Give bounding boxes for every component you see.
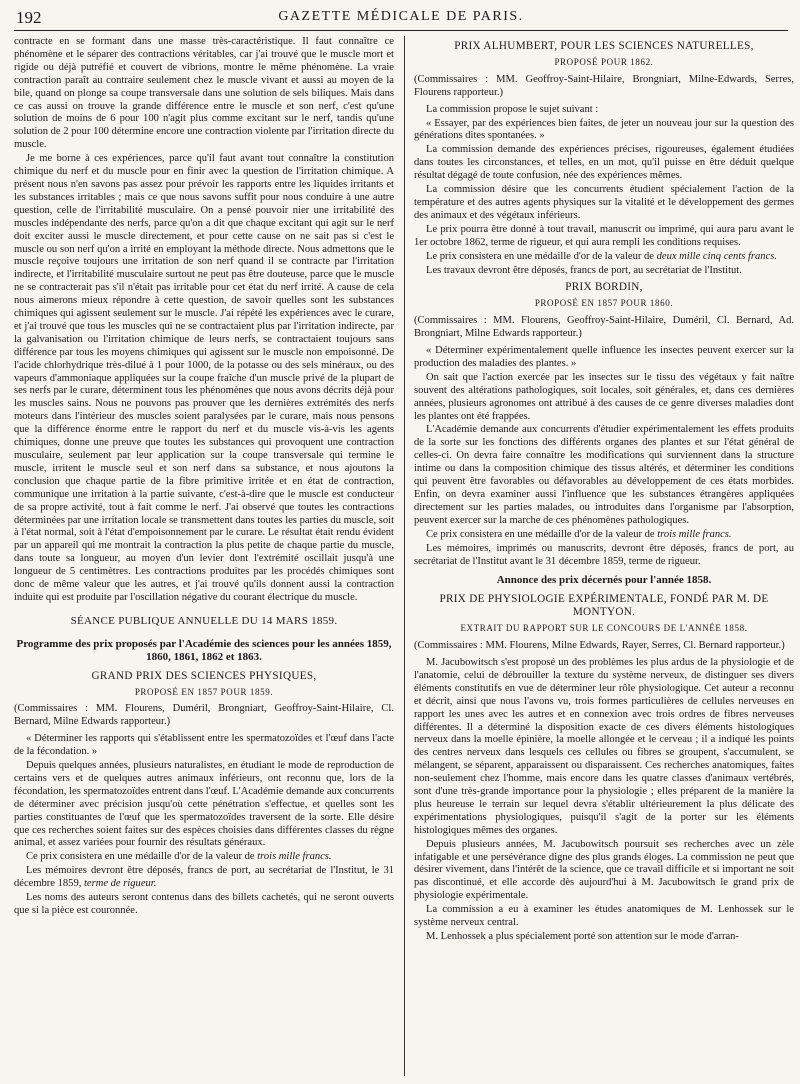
paragraph: La commission propose le sujet suivant : [426, 103, 599, 115]
paragraph: Depuis quelques années, plusieurs naturalistes, en étudiant le mode de reproduction de certains vers et de quelques autres animaux inférieurs, ont reconnu que, lors de la fécondation, les spermatozoïdes entrent dans l'œuf. L'Académie demande aux concurrents de déterminer avec précision jusqu'où cette pénétration s'effectue, et quelles sont les parties constituantes de l'œuf que les spermatozoïdes traversent de la sorte. Elle désire que ces recherches soient faites sur des espèces choisies dans différentes classes du règne animal, et assez variées pour fournir des résultats généraux. [14, 760, 394, 849]
text: Ce prix consistera en une médaille d'or de la valeur de [426, 528, 658, 540]
prize-value: trois mille francs. [257, 851, 332, 863]
paragraph: M. Lenhossek a plus spécialement porté son attention sur le mode d'arran- [426, 931, 739, 942]
prize-subheading: PROPOSÉ EN 1857 POUR 1860. [534, 298, 674, 309]
paragraph: Je me borne à ces expériences, parce qu'il faut avant tout connaître la constitution chimique du nerf et du muscle pour en finir avec la question de l'irritation chimique. A présent nous n'en savons pas assez pour prévoir les rapports entre les liquides irritants et les substances irritables ; mais ce que nous savons suffit pour nous conduire à une autre question, celle de l'irritabilité musculaire. On a pensé pouvoir nier une irritabilité des muscles indépendante des nerfs, parce qu'on a dit que chaque excitant qui agit sur le nerf doit exciter aussi le muscle directement, et pour cette cause on ne sait pas si c'est le muscle ou son nerf qu'on a irrité en employant la méthode directe. Nous admettons que le muscle reçoive toujours une irritation de son nerf quand il se contracte par l'irritation indirecte, et l'irritabilité musculaire surtout ne peut pas être douteuse, parce que le muscle ne se contracterait pas s'il n'était pas irritable pour cet état du nerf irrité. A cause de cela nous aimerons mieux répondre à cette question, de savoir quelles sont les substances chimiques qui agissent seulement sur le muscle. J'ai répété les expériences avec le curare, et j'ai trouvé que tous les muscles qui ne se contractaient plus par l'irritation indirecte, par la galvanisation ou l'irritation chimique de leurs nerfs, se contractaient toujours sans différence par tous les moyens chimiques qui agissent sur le muscle non empoisonné. De l'acide chlorhydrique très-dilué à 1 pour 1000, de la potasse ou des sels minéraux, ou des vapeurs d'ammoniaque appliquées sur la coupe fraîche d'un muscle privé de la plupart de ses nerfs par le curare, déterminent tous les phénomènes que nous avons décrits déjà pour les muscles sains. Nous ne pouvons pas prouver que les dernières extrémités des nerfs moteurs dans l'intérieur des muscles soient paralysées par le curare, mais nous pensons que la différence énorme entre le rapport du nerf et du muscle vis-à-vis les agents chimiques, donne une preuve que toutes les substances qui provoquent une contraction musculaire, seulement par leur application sur la coupe transversale qui termine le muscle, irritent le muscle seul et son nerf dans sa substance, et nous ajoutons la conclusion que chaque partie de la fibre primitive irritée et en état de contraction, communique une irritation à la partie suivante, c'est-à-dire que le muscle est conducteur de sa propre activité, tout à fait comme le nerf. J'ai observé que toutes les contractions déterminées par une irritation locale se transmettent dans toutes les parties du muscle, soit à l'état normal, soit à l'état d'empoisonnement par le curare. Le résultat était rendu évident par un appareil qui me montrait la contraction la plus petite de chaque partie du muscle, dans toute sa longueur, au moyen d'un levier dont l'extrémité oscillait jusqu'à une longueur de 5 centimètres. Les contractions produites par les procédés chimiques sont donc de même valeur que les autres, et j'ai trouvé qu'ils donnent aussi la contraction induite qui est produite par l'oscillation négative du courant électrique du muscle. [14, 153, 394, 603]
prize-heading-montyon: PRIX DE PHYSIOLOGIE EXPÉRIMENTALE, FONDÉ PAR M. DE MONTYON. [439, 593, 769, 619]
paragraph [14, 851, 394, 864]
running-title: GAZETTE MÉDICALE DE PARIS. [278, 9, 524, 24]
deadline-note: terme de rigueur. [84, 878, 157, 890]
prize-heading-bordin: PRIX BORDIN, [565, 281, 643, 294]
paragraph: Depuis plusieurs années, M. Jacubowitsch poursuit ses recherches avec un zèle infatigable et une persévérance digne des plus grands éloges. La commission ne peut que désirer vivement, dans l'intérêt de la science, que ce travail difficile et si important ne soit pas discontinué, et elle accorde dès aujourd'hui à M. Jacubowitsch le grand prix de physiologie expérimentale. [414, 838, 794, 902]
commissioners: (Commissaires : MM. Geoffroy-Saint-Hilaire, Brongniart, Milne-Edwards, Serres, Flourens rapporteur.) [414, 73, 794, 98]
prize-heading-alhumbert: PRIX ALHUMBERT, POUR LES SCIENCES NATURELLES, [454, 40, 754, 52]
annonce-heading: Annonce des prix décernés pour l'année 1858. [496, 574, 712, 587]
paragraph: Les noms des auteurs seront contenus dans des billets cachetés, qui ne seront ouverts que si la pièce est couronnée. [14, 892, 394, 916]
paragraph [414, 251, 794, 264]
text: Le prix consistera en une médaille d'or de la valeur de [426, 250, 657, 262]
text: Les mémoires devront être déposés, francs de port, au secrétariat de l'Institut, le 31 décembre 1859, [14, 865, 394, 890]
text: Ce prix consistera en une médaille d'or de la valeur de [26, 851, 258, 863]
paragraph: Le prix pourra être donné à tout travail, manuscrit ou imprimé, qui aura paru avant le 1er octobre 1862, terme de rigueur, et qui aura rempli les conditions requises. [414, 223, 794, 248]
prize-value: deux mille cinq cents francs. [656, 250, 778, 262]
prize-value: trois mille francs. [657, 528, 732, 540]
paragraph: La commission a eu à examiner les études anatomiques de M. Lenhossek sur le système nerveux central. [414, 904, 794, 929]
paragraph: La commission demande des expériences précises, rigoureuses, également étudiées dans toutes les circonstances, et telles, en un mot, qu'il puisse en être déduit quelque résultat dégagé de toute confusion, née des expériences mêmes. [414, 144, 794, 182]
prize-subheading: PROPOSÉ POUR 1862. [554, 56, 654, 67]
paragraph [14, 865, 394, 891]
paragraph: L'Académie demande aux concurrents d'étudier expérimentalement les effets produits de la sorte sur les fonctions des différents organes des plantes et sur l'état général de celles-ci. On devra faire connaître les modifications qui surviennent dans la structure intime ou dans la composition chimique des tissus altérés, et déterminer les conditions qui peuvent être favorables ou défavorables au développement de ces états morbides. Enfin, on devra examiner aussi l'influence que les substances étrangères appliquées directement sur les parties malades, ou introduites dans l'organisme par l'absorption, peuvent exercer sur la marche de ces phénomènes pathologiques. [414, 424, 794, 526]
left-column [14, 36, 394, 1076]
commissioners: (Commissaires : MM. Flourens, Duméril, Brongniart, Geoffroy-Saint-Hilaire, Cl. Bernard, Milne Edwards rapporteur.) [14, 703, 394, 728]
prize-subheading: EXTRAIT DU RAPPORT SUR LE CONCOURS DE L'ANNÉE 1858. [460, 623, 748, 634]
column-divider [404, 36, 405, 1076]
page-number: 192 [16, 8, 42, 27]
paragraph: Les mémoires, imprimés ou manuscrits, devront être déposés, francs de port, au secrétariat de l'Institut avant le 31 décembre 1859, terme de rigueur. [414, 542, 794, 567]
paragraph: contracte en se formant dans une masse très-caractéristique. Il faut connaître ce phénomène et le séparer des contractions véritables, car j'ai trouvé que le muscle mort et rigide ou déjà putréfié et couvert de vibrions, montre le même phénomène. La vraie contraction paraît au contraire seulement chez le muscle vivant et aussi au moyen de la bile, quand on plonge sa coupe transversale dans une solution de sels biliques. Mais dans ce cas aussi on trouve la grande différence entre le muscle et son nerf, c'est qu'une solution de moins de 6 pour 100 n'agit plus comme excitant sur le nerf, tandis qu'une solution de 2 pour 100 détermine encore une contraction violente par l'irritation directe du muscle. [14, 36, 394, 151]
prize-subheading: PROPOSÉ EN 1857 POUR 1859. [134, 686, 274, 697]
prize-heading-grand-prix: GRAND PRIX DES SCIENCES PHYSIQUES, [91, 669, 317, 682]
paragraph: On sait que l'action exercée par les insectes sur le tissu des végétaux y fait naître souvent des altérations pathologiques, soit locales, soit générales, et, dans ces dernières années, plusieurs agronomes ont attribué à des causes de ce genre diverses maladies dont les plantes ont été frappées. [414, 371, 794, 422]
paragraph: La commission désire que les concurrents étudient spécialement l'action de la température et des autres agents physiques sur la vitalité et le développement des germes des animaux et des végétaux inférieurs. [414, 184, 794, 221]
page-header [14, 6, 788, 31]
paragraph [414, 529, 794, 542]
prize-question: « Déterminer les rapports qui s'établissent entre les spermatozoïdes et l'œuf dans l'acte de la fécondation. » [14, 733, 394, 758]
programme-heading: Programme des prix proposés par l'Académie des sciences pour les années 1859, 1860, 1861, 1862 et 1863. [16, 637, 392, 663]
paragraph: M. Jacubowitsch s'est proposé un des problèmes les plus ardus de la physiologie et de l'anatomie, celui de débrouiller la texture du système nerveux, de distinguer ses divers éléments constitutifs en vue de déterminer leur rôle physiologique. Cet auteur a reconnu et décrit, ainsi que nous l'avons vu, trois formes particulières de cellules nerveuses en rapport les unes avec les autres et en connexion avec trois ordres de fibres nerveuses différentes. Il a déterminé la disposition exacte de ces divers éléments histologiques nerveux dans la moelle épinière, la moelle allongée et le cerveau ; il a indiqué les points des centres nerveux dans lesquels ces cellules ou fibres se groupent, s'accumulent, se mélangent, se séparent, apparaissent ou disparaissent. Ces recherches anatomiques, faites non-seulement chez l'homme, mais encore dans les quatre classes d'animaux vertébrés, sont d'une très-grande importance pour la physiologie ; elles préparent de la manière la plus heureuse le terrain sur lequel devra s'établir ultérieurement la plus délicate des expérimentations physiologiques, puisqu'il s'agit de la porter sur les éléments histologiques mêmes des organes. [414, 656, 794, 836]
commissioners: (Commissaires : MM. Flourens, Geoffroy-Saint-Hilaire, Duméril, Cl. Bernard, Ad. Brongniart, Milne Edwards rapporteur.) [414, 315, 794, 340]
section-heading-seance: SÉANCE PUBLIQUE ANNUELLE DU 14 MARS 1859. [70, 614, 338, 627]
commissioners: (Commissaires : MM. Flourens, Milne Edwards, Rayer, Serres, Cl. Bernard rapporteur.) [414, 640, 785, 652]
prize-question: « Déterminer expérimentalement quelle influence les insectes peuvent exercer sur la production des maladies des plantes. » [414, 345, 794, 369]
paragraph: Les travaux devront être déposés, francs de port, au secrétariat de l'Institut. [426, 264, 742, 276]
prize-question: « Essayer, par des expériences bien faites, de jeter un nouveau jour sur la question des générations dites spontanées. » [414, 117, 794, 142]
right-column [414, 36, 794, 1076]
